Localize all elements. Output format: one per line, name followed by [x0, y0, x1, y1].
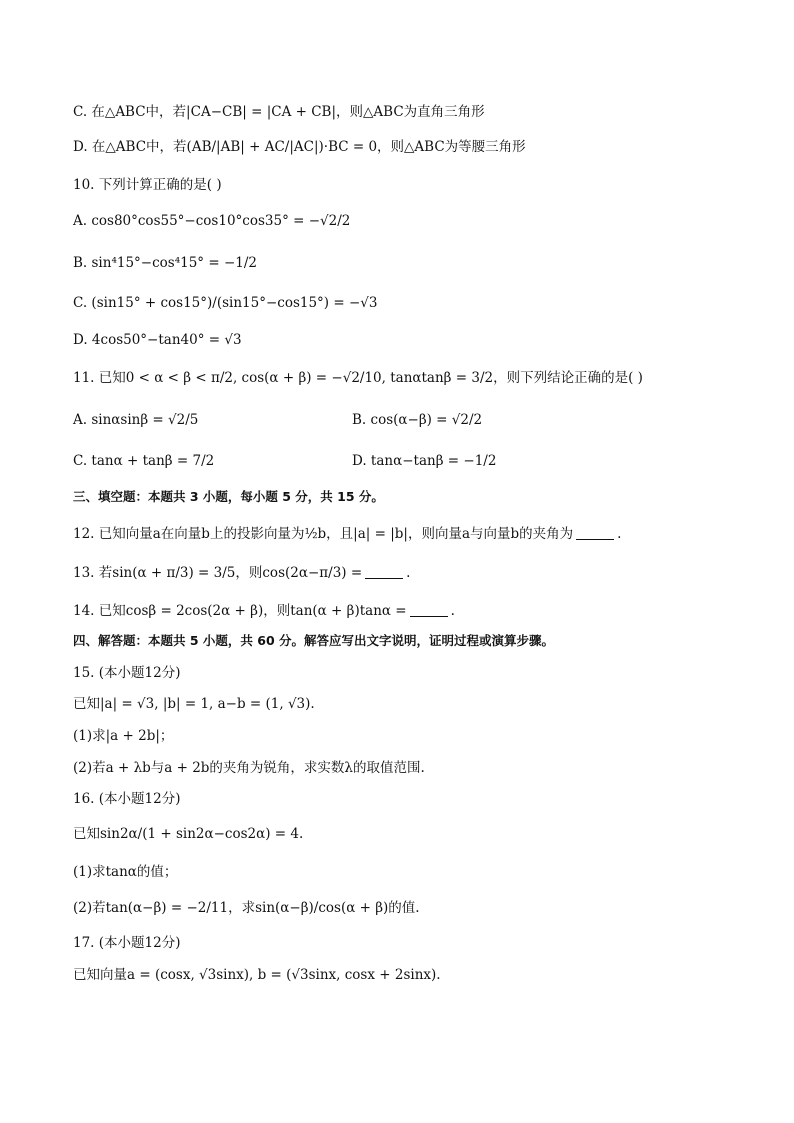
option-10b: B. sin⁴15°−cos⁴15° = −1/2: [73, 255, 257, 271]
question-15-part2: (2)若a + λb与a + 2b的夹角为锐角，求实数λ的取值范围.: [73, 760, 425, 776]
answer-blank: [365, 564, 403, 579]
section-solutions: 四、解答题：本题共 5 小题，共 60 分。解答应写出文字说明，证明过程或演算步骤。: [73, 633, 555, 648]
question-15-header: 15. (本小题12分): [73, 665, 181, 681]
option-11d: D. tanα−tanβ = −1/2: [352, 453, 497, 469]
question-12: 12. 已知向量a在向量b上的投影向量为½b，且|a| = |b|，则向量a与向量b的夹角为 .: [73, 526, 622, 542]
option-10a: A. cos80°cos55°−cos10°cos35° = −√2/2: [73, 213, 351, 229]
option-10d: D. 4cos50°−tan40° = √3: [73, 332, 242, 348]
option-11c: C. tanα + tanβ = 7/2: [73, 453, 215, 469]
section-fill-in: 三、填空题：本题共 3 小题，每小题 5 分，共 15 分。: [73, 489, 384, 504]
option-9c: C. 在△ABC中，若|CA−CB| = |CA + CB|，则△ABC为直角三角形: [73, 104, 485, 120]
question-16-header: 16. (本小题12分): [73, 791, 181, 807]
option-10c: C. (sin15° + cos15°)/(sin15°−cos15°) = −√3: [73, 295, 378, 311]
question-17-header: 17. (本小题12分): [73, 935, 181, 951]
question-14-text: 14. 已知cosβ = 2cos(2α + β)，则tan(α + β)tanα =: [73, 603, 407, 619]
question-15-given: 已知|a| = √3, |b| = 1, a−b = (1, √3).: [73, 696, 315, 712]
option-9d: D. 在△ABC中，若(AB/|AB| + AC/|AC|)·BC = 0，则△ABC为等腰三角形: [73, 139, 526, 155]
question-10: 10. 下列计算正确的是( ): [73, 177, 222, 193]
question-13: 13. 若sin(α + π/3) = 3/5，则cos(2α−π/3) = .: [73, 565, 411, 581]
answer-blank: [410, 602, 448, 617]
answer-blank: [576, 525, 614, 540]
question-15-part1: (1)求|a + 2b|；: [73, 728, 174, 744]
option-11b: B. cos(α−β) = √2/2: [352, 412, 483, 428]
question-17-given: 已知向量a = (cosx, √3sinx), b = (√3sinx, cosx + 2sinx).: [73, 967, 441, 983]
question-16-part2: (2)若tan(α−β) = −2/11，求sin(α−β)/cos(α + β)的值.: [73, 900, 420, 916]
question-16-part1: (1)求tanα的值；: [73, 864, 178, 880]
option-11a: A. sinαsinβ = √2/5: [73, 412, 199, 428]
question-14: 14. 已知cosβ = 2cos(2α + β)，则tan(α + β)tanα = .: [73, 603, 455, 619]
question-13-text: 13. 若sin(α + π/3) = 3/5，则cos(2α−π/3) =: [73, 565, 363, 581]
question-11: 11. 已知0 < α < β < π/2, cos(α + β) = −√2/10, tanαtanβ = 3/2，则下列结论正确的是( ): [73, 370, 643, 386]
question-16-given: 已知sin2α/(1 + sin2α−cos2α) = 4.: [73, 826, 304, 842]
question-12-text: 12. 已知向量a在向量b上的投影向量为½b，且|a| = |b|，则向量a与向量b的夹角为: [73, 526, 574, 542]
